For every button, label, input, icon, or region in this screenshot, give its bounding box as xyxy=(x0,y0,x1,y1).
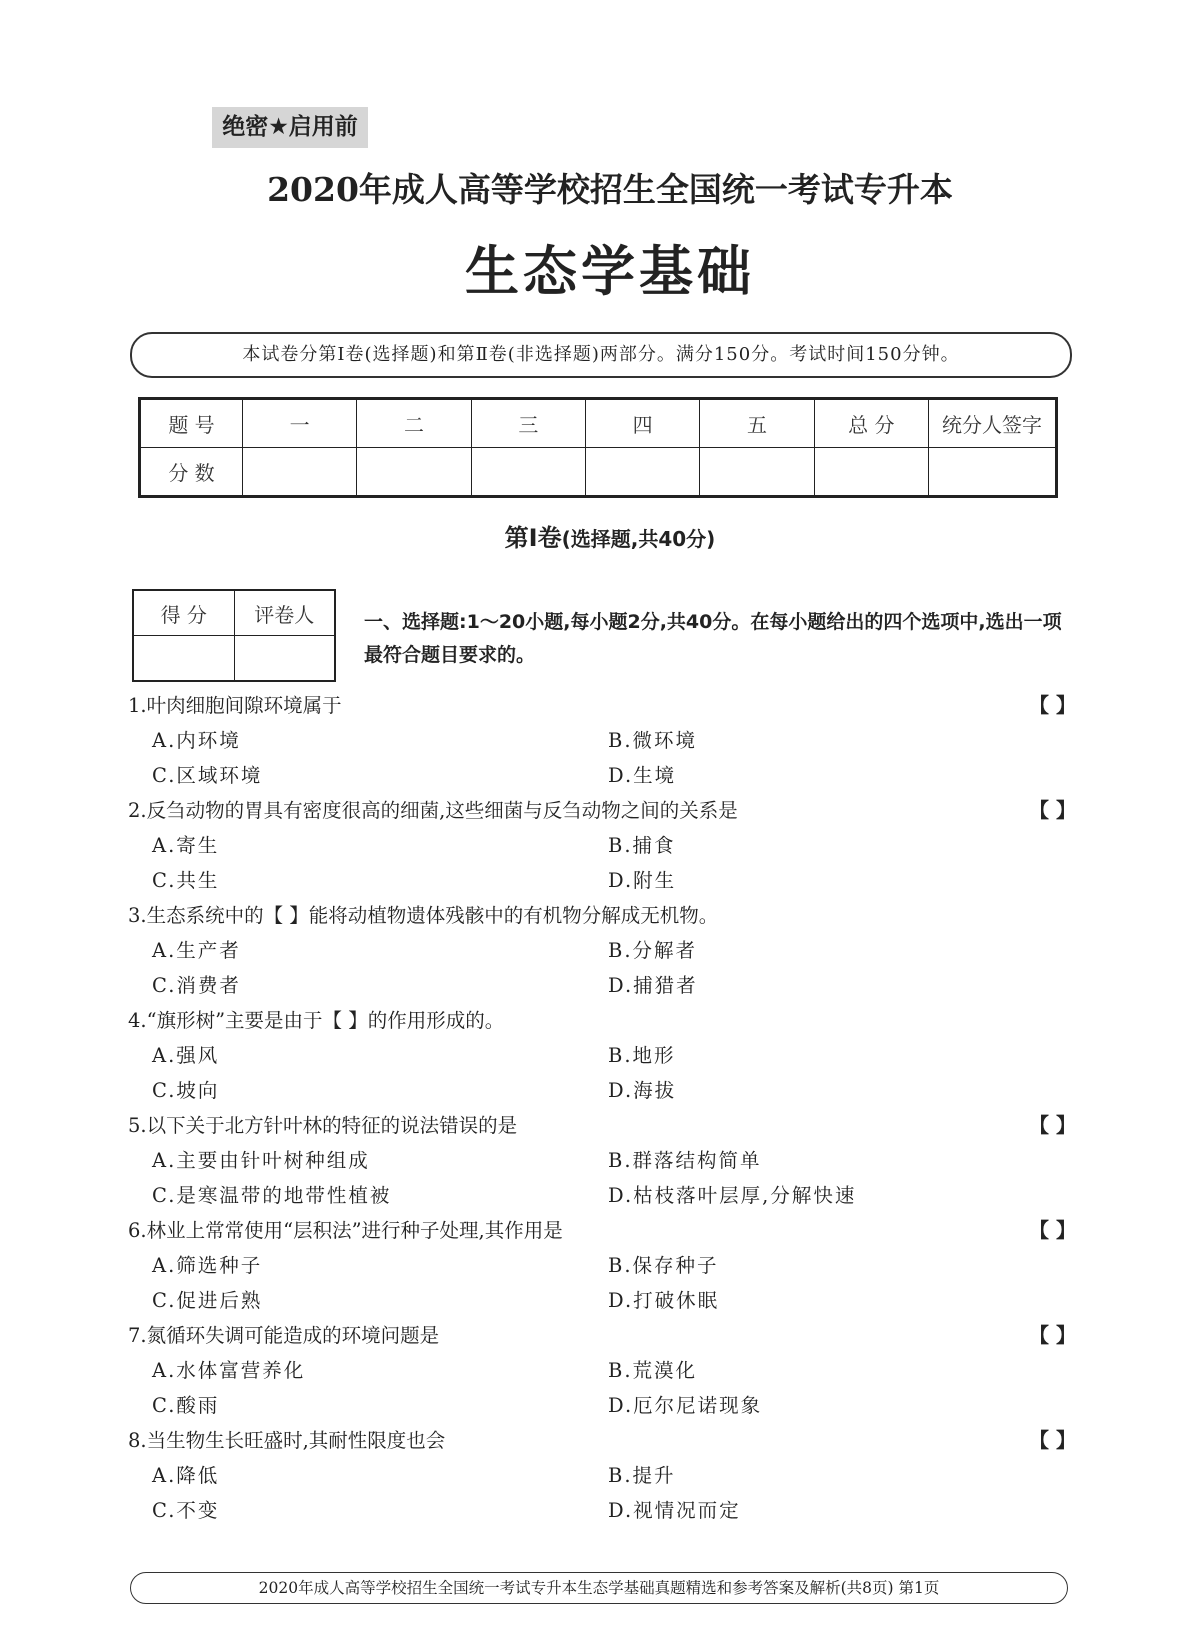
option-row xyxy=(128,1038,1078,1073)
answer-bracket: 【 】 xyxy=(1029,798,1076,822)
option-row xyxy=(128,1248,1078,1283)
score-cell xyxy=(471,448,585,497)
part-one-label: 第Ⅰ卷 xyxy=(504,524,562,552)
question-text: 6.林业上常常使用“层积法”进行种子处理,其作用是 xyxy=(128,1219,563,1242)
question-text: 2.反刍动物的胃具有密度很高的细菌,这些细菌与反刍动物之间的关系是 xyxy=(128,799,738,822)
score-cell xyxy=(357,448,471,497)
question-stem xyxy=(128,1003,1078,1038)
section-instructions: 一、选择题:1～20小题,每小题2分,共40分。在每小题给出的四个选项中,选出一项最符合题目要求的。 xyxy=(364,611,1062,666)
option-c: C.是寒温带的地带性植被 xyxy=(152,1184,392,1207)
score-col-4: 四 xyxy=(585,399,699,448)
option-d: D.打破休眠 xyxy=(608,1289,720,1312)
option-row xyxy=(128,1493,1078,1528)
option-a: A.筛选种子 xyxy=(152,1254,263,1277)
option-c: C.区域环境 xyxy=(152,764,263,787)
option-b: B.捕食 xyxy=(608,834,676,857)
option-b: B.微环境 xyxy=(608,729,698,752)
option-row xyxy=(128,723,1078,758)
option-row xyxy=(128,1458,1078,1493)
option-c: C.酸雨 xyxy=(152,1394,220,1417)
option-b: B.提升 xyxy=(608,1464,676,1487)
score-cell xyxy=(814,448,928,497)
option-a: A.生产者 xyxy=(152,939,241,962)
score-cell xyxy=(585,448,699,497)
question-stem xyxy=(128,1213,1078,1248)
question-text: 4.“旗形树”主要是由于【 】的作用形成的。 xyxy=(128,1009,505,1032)
question-text: 3.生态系统中的【 】能将动植物遗体残骸中的有机物分解成无机物。 xyxy=(128,904,719,927)
question-text: 5.以下关于北方针叶林的特征的说法错误的是 xyxy=(128,1114,518,1137)
option-d: D.枯枝落叶层厚,分解快速 xyxy=(608,1184,857,1207)
question-text: 1.叶肉细胞间隙环境属于 xyxy=(128,694,342,717)
score-label: 分 数 xyxy=(140,448,243,497)
option-d: D.厄尔尼诺现象 xyxy=(608,1394,763,1417)
option-row xyxy=(128,1353,1078,1388)
option-a: A.主要由针叶树种组成 xyxy=(152,1149,370,1172)
question-text: 7.氮循环失调可能造成的环境问题是 xyxy=(128,1324,440,1347)
option-b: B.保存种子 xyxy=(608,1254,719,1277)
answer-bracket: 【 】 xyxy=(1029,1218,1076,1242)
option-row xyxy=(128,1143,1078,1178)
confidential-label: 绝密★启用前 xyxy=(212,107,368,148)
question-stem xyxy=(128,688,1078,723)
question-item xyxy=(128,1003,1078,1108)
option-row xyxy=(128,1388,1078,1423)
option-row xyxy=(128,968,1078,1003)
option-b: B.地形 xyxy=(608,1044,676,1067)
option-a: A.降低 xyxy=(152,1464,220,1487)
page-footer: 2020年成人高等学校招生全国统一考试专升本生态学基础真题精选和参考答案及解析(共8页) 第1页 xyxy=(130,1572,1068,1604)
grader-name-label: 评卷人 xyxy=(234,590,335,636)
answer-bracket: 【 】 xyxy=(1029,693,1076,717)
option-row xyxy=(128,1283,1078,1318)
answer-bracket: 【 】 xyxy=(1029,1428,1076,1452)
exam-title: 2020年成人高等学校招生全国统一考试专升本 xyxy=(267,170,953,209)
question-item xyxy=(128,1318,1078,1423)
option-d: D.捕猎者 xyxy=(608,974,698,997)
option-row xyxy=(128,1178,1078,1213)
grader-name-cell xyxy=(234,636,335,682)
answer-bracket: 【 】 xyxy=(1029,1323,1076,1347)
option-c: C.消费者 xyxy=(152,974,241,997)
question-text: 8.当生物生长旺盛时,其耐性限度也会 xyxy=(128,1429,446,1452)
option-c: C.不变 xyxy=(152,1499,220,1522)
score-cell xyxy=(929,448,1057,497)
question-stem xyxy=(128,898,1078,933)
question-item xyxy=(128,898,1078,1003)
score-col-5: 五 xyxy=(700,399,814,448)
question-stem xyxy=(128,1423,1078,1458)
option-a: A.寄生 xyxy=(152,834,220,857)
question-item xyxy=(128,1213,1078,1318)
question-stem xyxy=(128,1108,1078,1143)
option-a: A.内环境 xyxy=(152,729,241,752)
option-b: B.群落结构简单 xyxy=(608,1149,762,1172)
part-one-subtitle: (选择题,共40分) xyxy=(561,527,716,551)
subject-title: 生态学基础 xyxy=(465,240,755,303)
option-c: C.促进后熟 xyxy=(152,1289,263,1312)
option-b: B.分解者 xyxy=(608,939,698,962)
option-d: D.海拔 xyxy=(608,1079,677,1102)
part-one-title xyxy=(150,518,1070,559)
option-row xyxy=(128,863,1078,898)
option-c: C.坡向 xyxy=(152,1079,220,1102)
score-col-total: 总 分 xyxy=(814,399,928,448)
question-item xyxy=(128,688,1078,793)
option-row xyxy=(128,758,1078,793)
question-stem xyxy=(128,793,1078,828)
score-table xyxy=(138,397,1058,498)
question-stem xyxy=(128,1318,1078,1353)
option-a: A.水体富营养化 xyxy=(152,1359,306,1382)
option-c: C.共生 xyxy=(152,869,220,892)
question-number-label: 题 号 xyxy=(140,399,243,448)
question-item xyxy=(128,793,1078,898)
option-a: A.强风 xyxy=(152,1044,220,1067)
score-cell xyxy=(243,448,357,497)
score-table-score-row xyxy=(140,448,1057,497)
question-item xyxy=(128,1423,1078,1528)
score-col-3: 三 xyxy=(471,399,585,448)
option-row xyxy=(128,933,1078,968)
option-row xyxy=(128,828,1078,863)
grader-table xyxy=(132,589,336,682)
option-b: B.荒漠化 xyxy=(608,1359,698,1382)
score-col-1: 一 xyxy=(243,399,357,448)
option-d: D.生境 xyxy=(608,764,677,787)
option-row xyxy=(128,1073,1078,1108)
exam-notice: 本试卷分第Ⅰ卷(选择题)和第Ⅱ卷(非选择题)两部分。满分150分。考试时间150分钟。 xyxy=(130,332,1072,378)
question-item xyxy=(128,1108,1078,1213)
grader-score-label: 得 分 xyxy=(133,590,234,636)
score-col-signature: 统分人签字 xyxy=(929,399,1057,448)
score-table-header-row xyxy=(140,399,1057,448)
score-cell xyxy=(700,448,814,497)
grader-score-cell xyxy=(133,636,234,682)
score-col-2: 二 xyxy=(357,399,471,448)
option-d: D.附生 xyxy=(608,869,677,892)
answer-bracket: 【 】 xyxy=(1029,1113,1076,1137)
option-d: D.视情况而定 xyxy=(608,1499,741,1522)
